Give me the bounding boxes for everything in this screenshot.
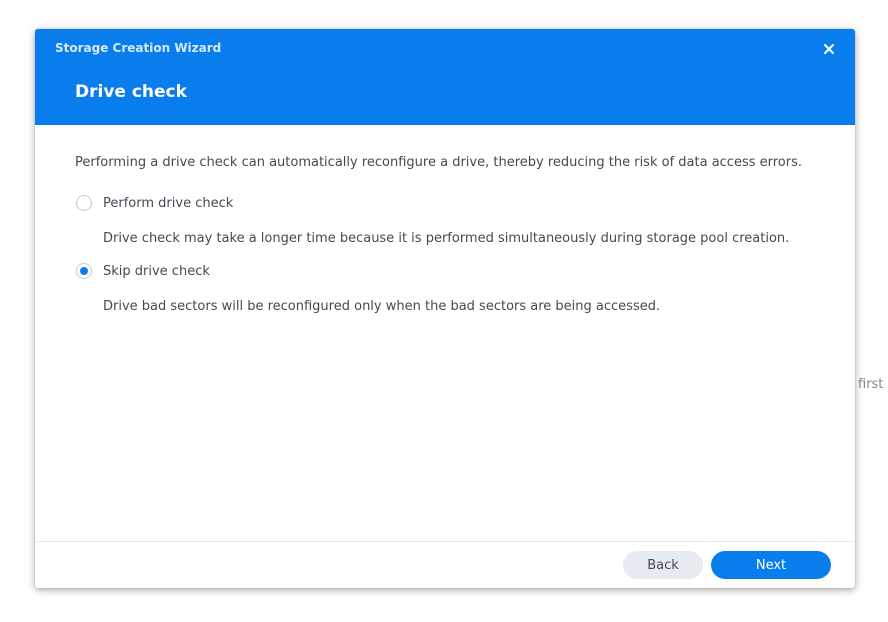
step-description: Performing a drive check can automatically reconfigure a drive, thereby reducing the risk of data access errors. (75, 155, 803, 170)
footer-divider (35, 541, 855, 542)
perform-drive-check-note: Drive check may take a longer time because it is performed simultaneously during storage pool creation. (103, 231, 790, 246)
skip-drive-check-label: Skip drive check (103, 263, 210, 279)
skip-drive-check-option[interactable] (75, 261, 210, 281)
next-button[interactable]: Next (711, 551, 831, 579)
skip-drive-check-note: Drive bad sectors will be reconfigured only when the bad sectors are being accessed. (103, 299, 661, 314)
back-button[interactable]: Back (623, 551, 703, 579)
close-button[interactable] (821, 41, 837, 57)
storage-creation-wizard-dialog (35, 29, 855, 588)
skip-drive-check-radio[interactable] (76, 263, 92, 279)
step-title: Drive check (75, 82, 187, 102)
perform-drive-check-option[interactable] (75, 193, 233, 213)
close-icon (821, 41, 837, 57)
perform-drive-check-radio[interactable] (76, 195, 92, 211)
perform-drive-check-label: Perform drive check (103, 195, 234, 211)
background-partial-text: first (858, 377, 884, 392)
window-title: Storage Creation Wizard (55, 41, 222, 55)
dialog-header (35, 29, 855, 125)
